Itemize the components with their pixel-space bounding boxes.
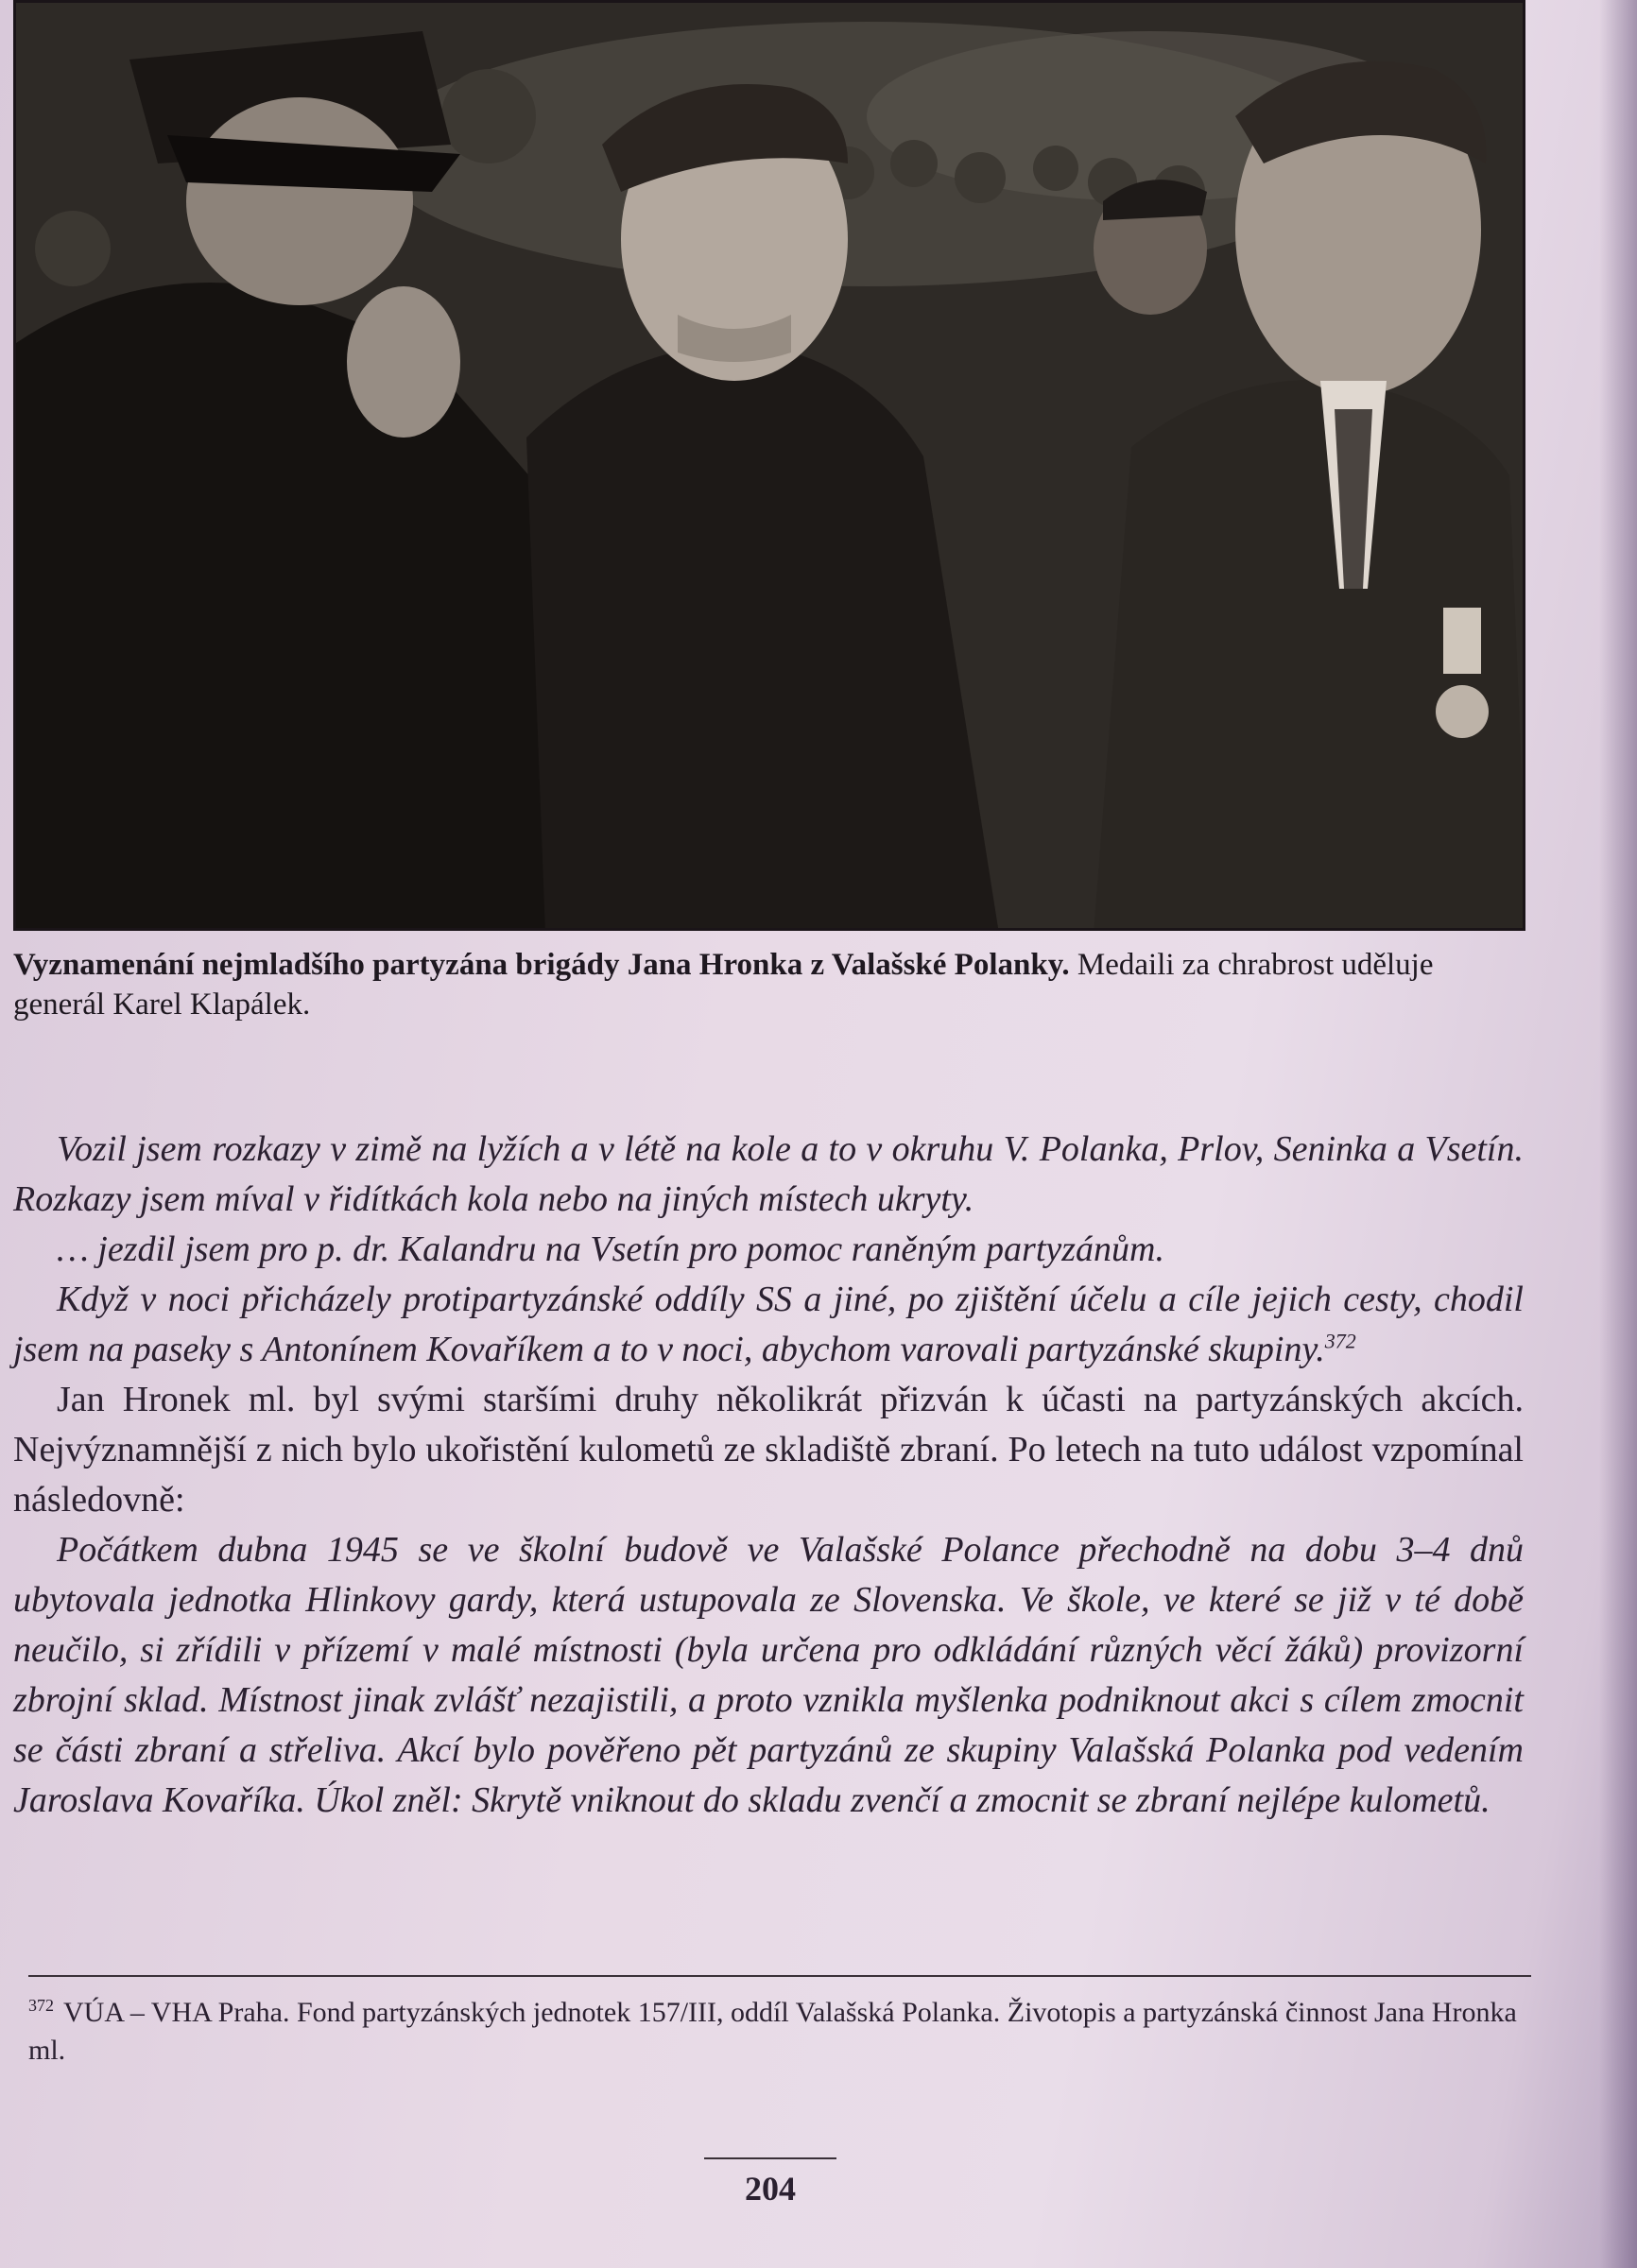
footnote-divider [28,1975,1531,1977]
page-edge-shadow [1599,0,1637,2268]
footnote [28,1994,1531,2070]
body-text [13,1125,1524,1826]
quote-paragraph-4: Počátkem dubna 1945 se ve školní budově ve Valašské Polance přechodně na dobu 3–4 dnů ubytovala jednotka Hlinkovy gardy, která ustupovala ze Slovenska. Ve škole, ve které se již v té době neučilo, si zřídili v přízemí v malé místnosti (byla určena pro odkládání různých věcí žáků) provizorní zbrojní sklad. Místnost jinak zvlášť nezajistili, a proto vznikla myšlenka podniknout akci s cílem zmocnit se části zbraní a střeliva. Akcí bylo pověřeno pět partyzánů ze skupiny Valašská Polanka pod vedením Jaroslava Kovaříka. Úkol zněl: Skrytě vniknout do skladu zvenčí a zmocnit se zbraní nejlépe kulometů. [13,1530,1524,1820]
narrative-paragraph: Jan Hronek ml. byl svými staršími druhy několikrát přizván k účasti na partyzánských akcích. Nejvýznamnější z nich bylo ukořistění kulometů ze skladiště zbraní. Po letech na tuto událost vzpomínal následovně: [13,1380,1524,1520]
footnote-number: 372 [28,1996,54,2015]
quote-paragraph-3-text: Když v noci přicházely protipartyzánské oddíly SS a jiné, po zjištění účelu a cíle jejich cesty, chodil jsem na paseky s Antonínem Kovaříkem a to v noci, abychom varovali partyzánské skupiny. [13,1280,1524,1369]
footnote-text: VÚA – VHA Praha. Fond partyzánských jednotek 157/III, oddíl Valašská Polanka. Životopis a partyzánská činnost Jana Hronka ml. [28,1997,1517,2066]
footnote-reference: 372 [1324,1329,1356,1353]
quote-paragraph-2: … jezdil jsem pro p. dr. Kalandru na Vsetín pro pomoc raněným partyzánům. [57,1229,1164,1269]
caption-bold: Vyznamenání nejmladšího partyzána brigády Jana Hronka z Valašské Polanky. [13,948,1070,982]
page-number-rule [704,2157,836,2159]
page-number: 204 [745,2170,796,2208]
caption-text: Medaili za chrabrost uděluje generál Karel Klapálek. [13,948,1434,1022]
quote-paragraph-1: Vozil jsem rozkazy v zimě na lyžích a v létě na kole a to v okruhu V. Polanka, Prlov, Seninka a Vsetín. Rozkazy jsem míval v řidítkách kola nebo na jiných místech ukryty. [13,1129,1524,1219]
quote-paragraph-3 [13,1275,1524,1375]
archival-photo [13,0,1525,931]
photo-illustration [16,3,1525,931]
photo-caption [13,945,1525,1024]
